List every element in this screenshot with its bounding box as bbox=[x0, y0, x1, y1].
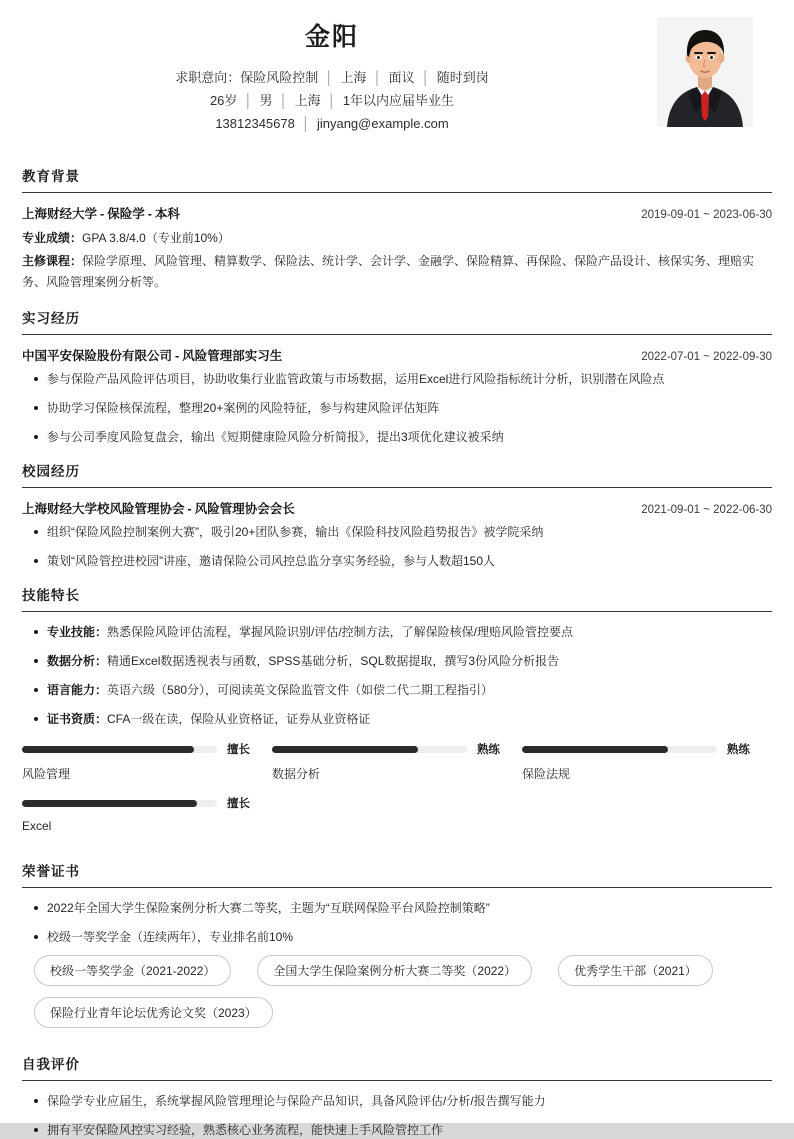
skill-name-label: 风险管理 bbox=[22, 767, 71, 782]
resume-header bbox=[22, 0, 772, 151]
skill-label: 数据分析： bbox=[47, 654, 108, 669]
section-title-honors: 荣誉证书 bbox=[22, 864, 80, 880]
dash-separator: - bbox=[147, 207, 152, 222]
skill-progress-track bbox=[22, 746, 217, 753]
separator-icon: │ bbox=[301, 116, 310, 132]
campus-entry bbox=[22, 499, 772, 570]
major-name: 保险学 bbox=[107, 207, 145, 222]
portrait-illustration-icon bbox=[657, 17, 753, 127]
honors-bullet-list bbox=[22, 899, 772, 946]
section-title-education: 教育背景 bbox=[22, 169, 80, 185]
campus-date-range: 2021-09-01 ~ 2022-06-30 bbox=[641, 504, 772, 517]
education-date-range: 2019-09-01 ~ 2023-06-30 bbox=[641, 209, 772, 222]
skill-progress-fill bbox=[522, 746, 668, 753]
section-title-internship: 实习经历 bbox=[22, 311, 80, 327]
separator-icon: │ bbox=[325, 70, 334, 86]
section-campus bbox=[22, 460, 772, 570]
dash-separator: - bbox=[187, 502, 192, 517]
internship-entry bbox=[22, 346, 772, 446]
intent-item-2: 面议 bbox=[388, 70, 415, 86]
role-name: 风险管理协会会长 bbox=[194, 502, 295, 517]
section-skills bbox=[22, 584, 772, 846]
basic-item-1: 男 bbox=[259, 93, 273, 109]
section-divider bbox=[22, 192, 772, 193]
skill-name-label: Excel bbox=[22, 819, 52, 834]
skill-bar-item bbox=[522, 741, 772, 782]
skills-bullet-list bbox=[22, 623, 772, 728]
campus-bullet-list bbox=[22, 523, 772, 570]
skill-text: 精通Excel数据透视表与函数，SPSS基础分析，SQL数据提取，撰写3份风险分析报告 bbox=[107, 654, 560, 669]
internship-date-range: 2022-07-01 ~ 2022-09-30 bbox=[641, 351, 772, 364]
separator-icon: │ bbox=[279, 93, 288, 109]
avatar bbox=[657, 17, 753, 127]
separator-icon: │ bbox=[327, 93, 336, 109]
skill-level-label: 擅长 bbox=[226, 798, 250, 811]
list-item bbox=[22, 710, 772, 728]
skill-progress-track bbox=[272, 746, 467, 753]
education-entry-header bbox=[22, 204, 772, 222]
internship-entry-header bbox=[22, 346, 772, 364]
detail-label: 主修课程： bbox=[22, 254, 83, 269]
honor-tag-group bbox=[22, 955, 772, 1039]
organization-name: 上海财经大学校风险管理协会 bbox=[22, 502, 185, 517]
section-self-evaluation bbox=[22, 1053, 772, 1139]
skill-bar-row bbox=[22, 795, 250, 811]
skill-progress-fill bbox=[22, 800, 197, 807]
skill-bar-item bbox=[272, 741, 522, 782]
page-title: 金阳 bbox=[304, 23, 359, 51]
contact-line bbox=[22, 112, 642, 135]
skill-progress-track bbox=[22, 800, 217, 807]
skill-label: 专业技能： bbox=[47, 625, 108, 640]
skill-text: 英语六级（580分），可阅读英文保险监管文件（如偿二代二期工程指引） bbox=[107, 683, 494, 698]
dash-separator: - bbox=[175, 349, 180, 364]
list-item: 组织“保险风险控制案例大赛”，吸引20+团队参赛，输出《保险科技风险趋势报告》被学院采纳 bbox=[22, 523, 772, 541]
section-internship bbox=[22, 307, 772, 446]
basic-item-0: 26岁 bbox=[209, 93, 238, 109]
list-item bbox=[22, 623, 772, 641]
skill-progress-track bbox=[522, 746, 717, 753]
education-entry bbox=[22, 204, 772, 293]
skill-bar-item bbox=[22, 741, 272, 782]
section-honors bbox=[22, 860, 772, 1039]
honor-tag[interactable]: 保险行业青年论坛优秀论文奖（2023） bbox=[34, 997, 273, 1028]
detail-label: 专业成绩： bbox=[22, 231, 83, 246]
skill-bar-row bbox=[272, 741, 500, 757]
email-address: jinyang@example.com bbox=[316, 116, 449, 132]
section-title-campus: 校园经历 bbox=[22, 464, 80, 480]
list-item: 参与保险产品风险评估项目，协助收集行业监管政策与市场数据，运用Excel进行风险指标统计分析，识别潜在风险点 bbox=[22, 370, 772, 388]
list-item bbox=[22, 652, 772, 670]
honor-tag[interactable]: 全国大学生保险案例分析大赛二等奖（2022） bbox=[257, 955, 532, 986]
list-item: 策划“风险管控进校园”讲座，邀请保险公司风控总监分享实务经验，参与人数超150人 bbox=[22, 552, 772, 570]
education-entry-title bbox=[22, 204, 180, 222]
role-name: 风险管理部实习生 bbox=[182, 349, 283, 364]
section-divider bbox=[22, 611, 772, 612]
education-detail-gpa bbox=[22, 228, 772, 249]
self-evaluation-bullet-list bbox=[22, 1092, 772, 1139]
skill-bar-group bbox=[22, 741, 772, 846]
skill-progress-fill bbox=[272, 746, 418, 753]
detail-value: GPA 3.8/4.0（专业前10%） bbox=[82, 231, 230, 246]
campus-entry-header bbox=[22, 499, 772, 517]
section-divider bbox=[22, 887, 772, 888]
list-item: 2022年全国大学生保险案例分析大赛二等奖，主题为“互联网保险平台风险控制策略” bbox=[22, 899, 772, 917]
skill-label: 语言能力： bbox=[47, 683, 108, 698]
separator-icon: │ bbox=[244, 93, 253, 109]
intent-item-3: 随时到岗 bbox=[436, 70, 489, 86]
skill-bar-row bbox=[522, 741, 750, 757]
section-title-skills: 技能特长 bbox=[22, 588, 80, 604]
list-item: 参与公司季度风险复盘会，输出《短期健康险风险分析简报》，提出3项优化建议被采纳 bbox=[22, 428, 772, 446]
internship-bullet-list bbox=[22, 370, 772, 446]
separator-icon: │ bbox=[373, 70, 382, 86]
skill-level-label: 擅长 bbox=[226, 744, 250, 757]
basic-item-3: 1年以内应届毕业生 bbox=[342, 93, 455, 109]
dash-separator: - bbox=[100, 207, 105, 222]
skill-bar-item bbox=[22, 795, 272, 833]
honor-tag[interactable]: 校级一等奖学金（2021-2022） bbox=[34, 955, 231, 986]
skill-text: 熟悉保险风险评估流程，掌握风险识别/评估/控制方法，了解保险核保/理赔风险管控要点 bbox=[107, 625, 574, 640]
skill-bar-row bbox=[22, 741, 250, 757]
list-item: 拥有平安保险风控实习经验，熟悉核心业务流程，能快速上手风险管控工作 bbox=[22, 1121, 772, 1139]
intent-item-0: 保险风险控制 bbox=[240, 70, 319, 86]
job-intent-label: 求职意向： bbox=[175, 70, 241, 86]
section-title-self-evaluation: 自我评价 bbox=[22, 1057, 80, 1073]
intent-item-1: 上海 bbox=[340, 70, 367, 86]
section-divider bbox=[22, 487, 772, 488]
detail-value: 保险学原理、风险管理、精算数学、保险法、统计学、会计学、金融学、保险精算、再保险、保险产品设计、核保实务、理赔实务、风险管理案例分析等。 bbox=[22, 254, 755, 290]
school-name: 上海财经大学 bbox=[22, 207, 98, 222]
skill-name-label: 保险法规 bbox=[521, 767, 570, 782]
campus-entry-title bbox=[22, 499, 295, 517]
honor-tag[interactable]: 优秀学生干部（2021） bbox=[558, 955, 713, 986]
education-detail-courses bbox=[22, 251, 772, 293]
company-name: 中国平安保险股份有限公司 bbox=[22, 349, 173, 364]
list-item bbox=[22, 681, 772, 699]
skill-name-label: 数据分析 bbox=[271, 767, 320, 782]
job-intent-line bbox=[22, 66, 642, 89]
basic-info-line bbox=[22, 89, 642, 112]
section-divider bbox=[22, 1080, 772, 1081]
section-divider bbox=[22, 334, 772, 335]
basic-item-2: 上海 bbox=[294, 93, 321, 109]
list-item: 保险学专业应届生，系统掌握风险管理理论与保险产品知识，具备风险评估/分析/报告撰写能力 bbox=[22, 1092, 772, 1110]
skill-level-label: 熟练 bbox=[726, 744, 750, 757]
skill-label: 证书资质： bbox=[47, 712, 108, 727]
list-item: 协助学习保险核保流程，整理20+案例的风险特征，参与构建风险评估矩阵 bbox=[22, 399, 772, 417]
section-education bbox=[22, 165, 772, 293]
separator-icon: │ bbox=[421, 70, 430, 86]
skill-text: CFA一级在读，保险从业资格证，证券从业资格证 bbox=[107, 712, 371, 727]
list-item: 校级一等奖学金（连续两年），专业排名前10% bbox=[22, 928, 772, 946]
skill-level-label: 熟练 bbox=[476, 744, 500, 757]
skill-progress-fill bbox=[22, 746, 194, 753]
degree-name: 本科 bbox=[154, 207, 180, 222]
internship-entry-title bbox=[22, 346, 282, 364]
phone-number: 13812345678 bbox=[215, 116, 295, 132]
